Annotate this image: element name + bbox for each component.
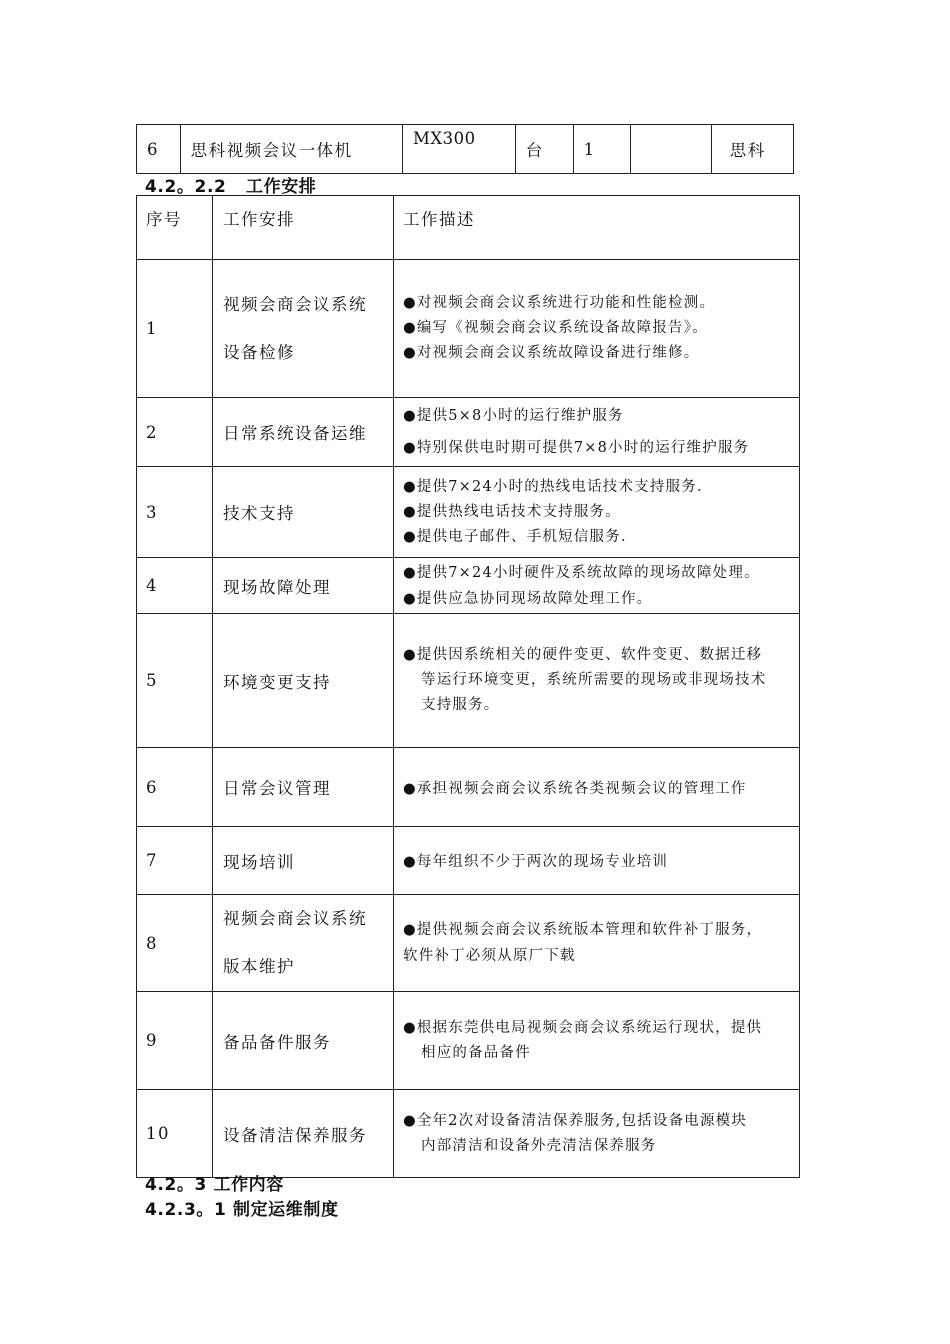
- row-task: 设备清洁保养服务: [213, 1090, 394, 1178]
- row-no: 9: [137, 992, 213, 1090]
- row-desc: [394, 398, 800, 467]
- table-row: [137, 467, 800, 558]
- row-task: 日常会议管理: [213, 748, 394, 827]
- row-no: 4: [137, 558, 213, 614]
- task-line: 视频会商会议系统: [223, 294, 367, 314]
- row-desc: [394, 748, 800, 827]
- row-task: 现场培训: [213, 827, 394, 895]
- row-no: 5: [137, 614, 213, 748]
- table-row: [137, 125, 794, 174]
- work-arrangement-table: [136, 195, 800, 1178]
- row-desc: [394, 992, 800, 1090]
- row-task: 技术支持: [213, 467, 394, 558]
- task-line: 设备检修: [223, 342, 295, 362]
- desc-line: ●提供电子邮件、手机短信服务.: [403, 528, 627, 545]
- equipment-table: [136, 124, 794, 174]
- section-title: 工作安排: [246, 177, 317, 197]
- task-line: 版本维护: [223, 957, 295, 976]
- row-task: 备品备件服务: [213, 992, 394, 1090]
- row-task: 环境变更支持: [213, 614, 394, 748]
- desc-line: ●提供因系统相关的硬件变更、软件变更、数据迁移: [403, 647, 763, 663]
- desc-line: 内部清洁和设备外壳清洁保养服务: [421, 1137, 657, 1154]
- section-heading-4231: [145, 1195, 339, 1220]
- desc-line: ●特别保供电时期可提供7×8小时的运行维护服务: [403, 440, 750, 456]
- desc-line: 相应的备品备件: [421, 1044, 531, 1061]
- header-no: 序号: [137, 196, 213, 260]
- cell-name: 思科视频会议一体机: [180, 125, 402, 174]
- cell-no: 6: [137, 125, 181, 174]
- desc-line: ●提供视频会商会议系统版本管理和软件补丁服务，: [403, 922, 763, 938]
- desc-line: ●根据东莞供电局视频会商会议系统运行现状，提供: [403, 1019, 763, 1036]
- desc-line: ●提供7×24小时硬件及系统故障的现场故障处理。: [403, 564, 760, 581]
- row-task: 现场故障处理: [213, 558, 394, 614]
- desc-line: ●每年组织不少于两次的现场专业培训: [403, 854, 669, 870]
- section-number: 4.2.3。1: [145, 1200, 227, 1220]
- row-task: [213, 895, 394, 992]
- header-task: 工作安排: [213, 196, 394, 260]
- table-row: [137, 748, 800, 827]
- table-row: [137, 1090, 800, 1178]
- cell-brand: 思科: [711, 125, 793, 174]
- cell-unit: 台: [515, 125, 573, 174]
- table-row: [137, 558, 800, 614]
- table-row: [137, 398, 800, 467]
- desc-line: ●提供7×24小时的热线电话技术支持服务.: [403, 478, 703, 495]
- desc-line: 等运行环境变更，系统所需要的现场或非现场技术: [421, 672, 767, 688]
- row-no: 2: [137, 398, 213, 467]
- row-task: 日常系统设备运维: [213, 398, 394, 467]
- row-no: 3: [137, 467, 213, 558]
- desc-line: ●承担视频会商会议系统各类视频会议的管理工作: [403, 780, 747, 797]
- desc-line: ●对视频会商会议系统故障设备进行维修。: [403, 345, 700, 361]
- row-no: 6: [137, 748, 213, 827]
- row-desc: [394, 558, 800, 614]
- desc-line: ●提供应急协同现场故障处理工作。: [403, 590, 653, 607]
- section-number: 4.2。2.2: [145, 177, 227, 197]
- row-desc: [394, 827, 800, 895]
- desc-line: 软件补丁必须从原厂下载: [403, 948, 576, 964]
- row-task: [213, 260, 394, 398]
- cell-qty: 1: [573, 125, 631, 174]
- row-desc: [394, 614, 800, 748]
- header-desc: 工作描述: [394, 196, 800, 260]
- section-title: 制定运维制度: [232, 1200, 339, 1220]
- desc-line: ●对视频会商会议系统进行功能和性能检测。: [403, 295, 716, 311]
- task-line: 视频会商会议系统: [223, 909, 367, 928]
- row-no: 10: [137, 1090, 213, 1178]
- row-desc: [394, 467, 800, 558]
- row-no: 8: [137, 895, 213, 992]
- section-heading-4222: [145, 172, 316, 197]
- table-row: [137, 260, 800, 398]
- row-desc: [394, 895, 800, 992]
- desc-line: ●编写《视频会商会议系统设备故障报告》。: [403, 320, 708, 336]
- table-row: [137, 827, 800, 895]
- table-row: [137, 895, 800, 992]
- desc-line: ●提供5×8小时的运行维护服务: [403, 408, 624, 424]
- cell-model: MX300: [403, 125, 516, 174]
- row-no: 1: [137, 260, 213, 398]
- table-header-row: [137, 196, 800, 260]
- section-heading-423: [145, 1170, 284, 1195]
- table-row: [137, 614, 800, 748]
- row-no: 7: [137, 827, 213, 895]
- table-row: [137, 992, 800, 1090]
- row-desc: [394, 1090, 800, 1178]
- row-desc: [394, 260, 800, 398]
- section-title: 工作内容: [213, 1175, 284, 1195]
- cell-blank: [631, 125, 711, 174]
- desc-line: ●全年2次对设备清洁保养服务,包括设备电源模块: [403, 1112, 748, 1129]
- desc-line: ●提供热线电话技术支持服务。: [403, 503, 621, 520]
- section-number: 4.2。3: [145, 1175, 207, 1195]
- desc-line: 支持服务。: [421, 697, 500, 713]
